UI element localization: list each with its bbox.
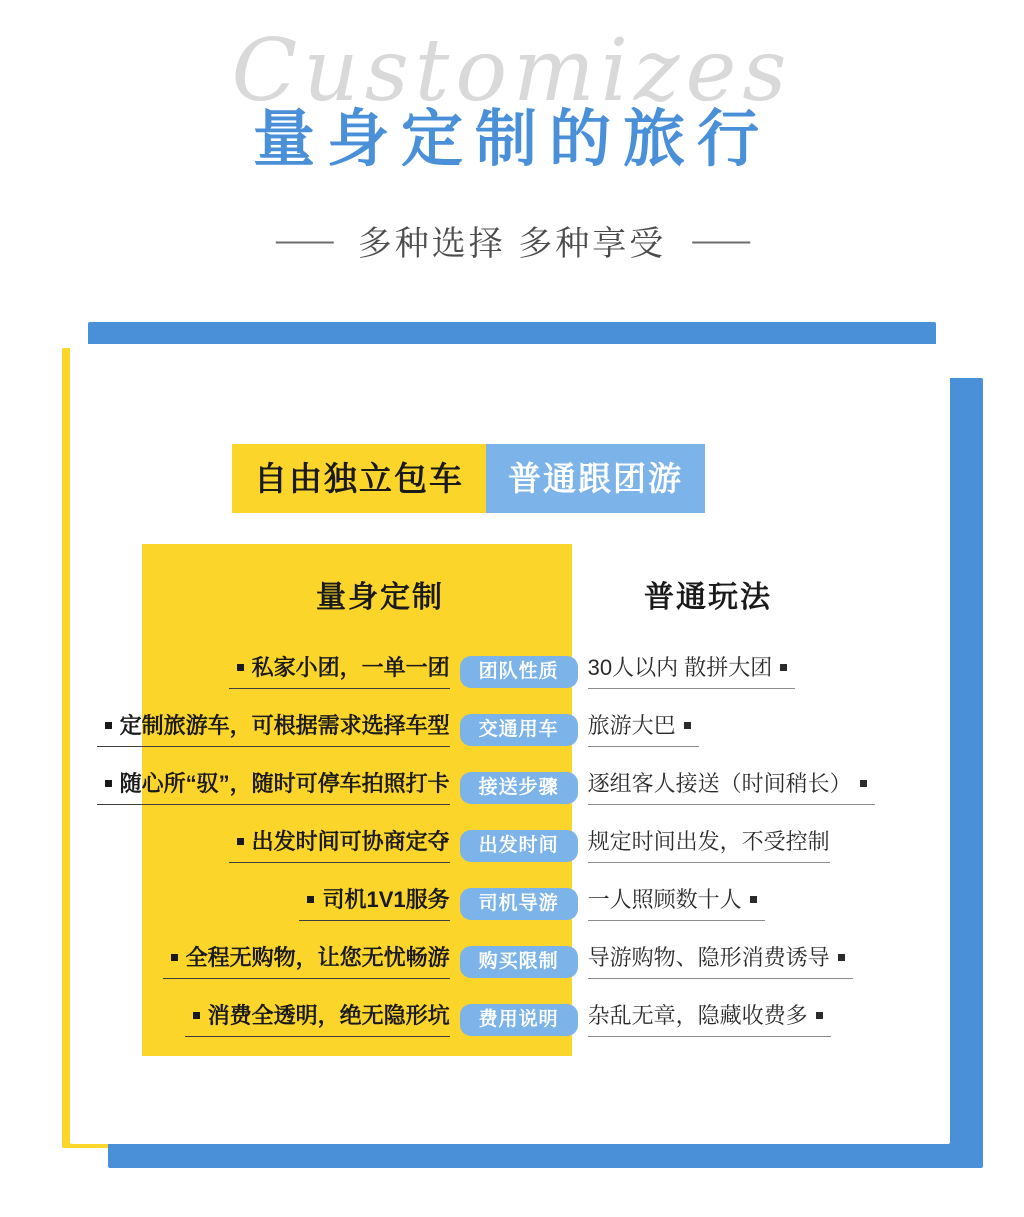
page-header (0, 0, 1024, 300)
square-bullet-icon (750, 896, 757, 903)
row-left-cell (70, 887, 460, 920)
decorative-script-word: Customizes (231, 21, 793, 121)
row-right-text (588, 887, 765, 920)
row-left-text (97, 771, 450, 804)
row-right-text (588, 945, 853, 978)
row-left-cell (70, 655, 460, 688)
row-left-label: 全程无购物，让您无忧畅游 (185, 945, 450, 971)
row-right-cell (578, 945, 950, 978)
row-right-text (588, 1003, 831, 1036)
square-bullet-icon (193, 1012, 200, 1019)
comparison-card-stack (48, 322, 988, 1172)
row-right-label: 杂乱无章，隐藏收费多 (587, 1003, 808, 1029)
comparison-table (70, 572, 950, 1050)
row-left-text (229, 829, 450, 862)
row-left-cell (70, 771, 460, 804)
row-right-label: 逐组客人接送（时间稍长） (587, 771, 852, 797)
row-left-text (185, 1003, 450, 1036)
square-bullet-icon (105, 780, 112, 787)
row-right-cell (578, 887, 950, 920)
row-right-cell (578, 829, 950, 862)
table-row (70, 644, 950, 700)
table-row (70, 934, 950, 990)
row-left-text (97, 713, 450, 746)
square-bullet-icon (838, 954, 845, 961)
row-left-label: 司机1V1服务 (322, 887, 450, 913)
row-left-cell (70, 945, 460, 978)
square-bullet-icon (307, 896, 314, 903)
row-right-label: 导游购物、隐形消费诱导 (587, 945, 830, 971)
square-bullet-icon (171, 954, 178, 961)
row-right-label: 旅游大巴 (587, 713, 676, 739)
row-right-label: 30人以内 散拼大团 (587, 655, 773, 681)
row-left-cell (70, 1003, 460, 1036)
dash-right-icon: —— (692, 223, 749, 257)
row-category-tag: 接送步骤 (460, 772, 578, 805)
row-right-cell (578, 655, 950, 688)
row-category-tag: 团队性质 (460, 656, 578, 689)
square-bullet-icon (816, 1012, 823, 1019)
column-header-customized: 量身定制 (316, 581, 444, 614)
row-left-label: 随心所“驭”，随时可停车拍照打卡 (119, 771, 450, 797)
square-bullet-icon (780, 664, 787, 671)
dash-left-icon: —— (275, 223, 332, 257)
row-left-text (299, 887, 449, 920)
tab-private-charter[interactable]: 自由独立包车 (232, 444, 486, 513)
row-category-tag: 出发时间 (460, 830, 578, 863)
column-header-standard: 普通玩法 (644, 581, 772, 614)
row-right-label: 一人照顾数十人 (587, 887, 742, 913)
tab-bar (232, 444, 705, 513)
card-content (70, 344, 950, 1144)
row-right-cell (578, 1003, 950, 1036)
row-right-text (588, 829, 830, 862)
row-right-cell (578, 771, 950, 804)
table-row (70, 702, 950, 758)
row-left-label: 私家小团，一单一团 (251, 655, 450, 681)
square-bullet-icon (105, 722, 112, 729)
row-left-text (229, 655, 450, 688)
square-bullet-icon (237, 838, 244, 845)
row-category-tag: 费用说明 (460, 1004, 578, 1037)
row-category-tag: 交通用车 (460, 714, 578, 747)
row-left-label: 出发时间可协商定夺 (251, 829, 450, 855)
square-bullet-icon (237, 664, 244, 671)
square-bullet-icon (860, 780, 867, 787)
page-subtitle: 多种选择 多种享受 (357, 225, 667, 263)
table-rows (70, 644, 950, 1048)
subtitle-row (0, 216, 1024, 265)
tab-group-tour[interactable]: 普通跟团游 (486, 444, 705, 513)
row-left-cell (70, 713, 460, 746)
row-left-label: 消费全透明，绝无隐形坑 (207, 1003, 450, 1029)
row-right-text (588, 655, 796, 688)
row-left-cell (70, 829, 460, 862)
row-left-text (163, 945, 450, 978)
table-row (70, 818, 950, 874)
table-row (70, 876, 950, 932)
row-right-text (588, 713, 699, 746)
row-right-label: 规定时间出发，不受控制 (587, 829, 830, 855)
table-row (70, 760, 950, 816)
square-bullet-icon (684, 722, 691, 729)
page-title: 量身定制的旅行 (252, 105, 771, 174)
row-category-tag: 购买限制 (460, 946, 578, 979)
row-left-label: 定制旅游车，可根据需求选择车型 (119, 713, 450, 739)
row-right-text (588, 771, 875, 804)
row-category-tag: 司机导游 (460, 888, 578, 921)
row-right-cell (578, 713, 950, 746)
table-headers (70, 572, 950, 628)
table-row (70, 992, 950, 1048)
